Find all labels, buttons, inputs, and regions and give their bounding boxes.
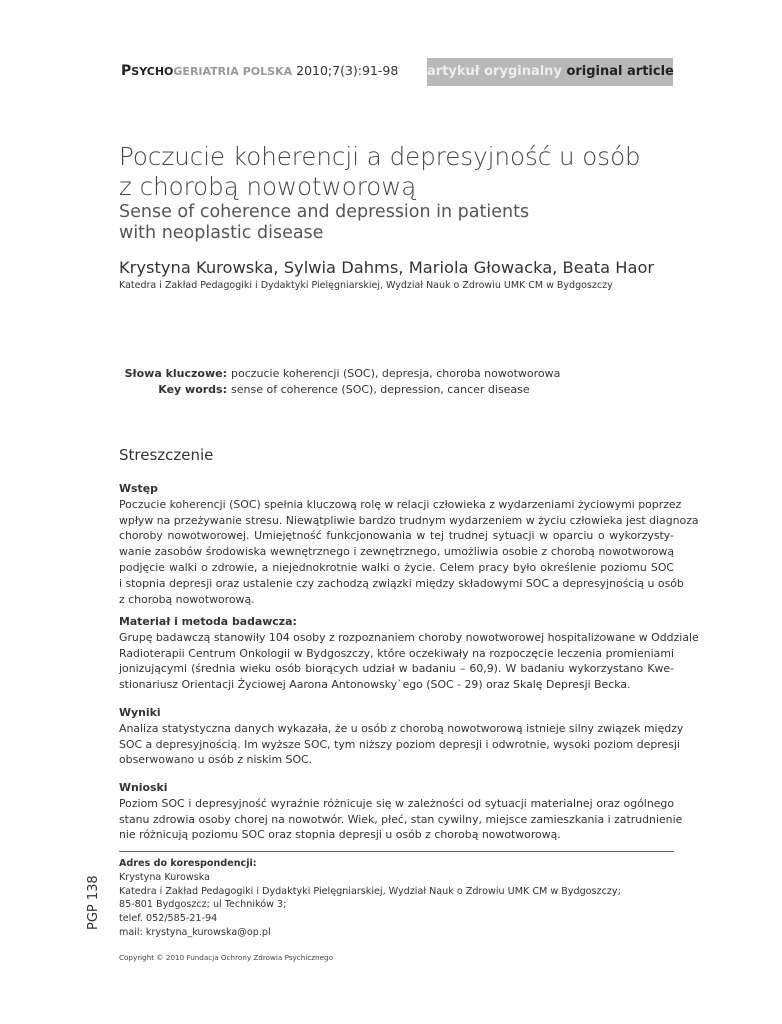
paragraph-line: z chorobą nowotworową.: [119, 592, 255, 606]
paragraph-line: choroby nowotworowej. Umiejętność funkcjonowania w tej trudnej sytuacji w oparciu o wykorzysty-: [119, 529, 674, 543]
paragraph-line: wanie zasobów środowiska wewnętrznego i zewnętrznego, umożliwia osobie z chorobą nowotworową: [119, 545, 674, 559]
title-line: Poczucie koherencji a depresyjność u osób: [119, 142, 641, 171]
paragraph-line: podjęcie walki o zdrowie, a niejednokrotnie walki o życie. Celem pracy było określenie poziomu SOC: [119, 560, 674, 574]
badge-pl: artykuł oryginalny: [427, 64, 562, 79]
paragraph-line: nie różnicują poziomu SOC oraz stopnia depresji u osób z chorobą nowotworową.: [119, 828, 561, 842]
correspondence-line: 85-801 Bydgoszcz; ul Techników 3;: [119, 899, 287, 911]
keywords-pl: [119, 366, 560, 382]
section-methods: [119, 614, 699, 693]
divider: [119, 851, 674, 852]
paragraph-line: obserwowano u osób z niskim SOC.: [119, 753, 313, 767]
paragraph-line: Poziom SOC i depresyjność wyraźnie różnicuje się w zależności od sytuacji materialnej oraz ogólnego: [119, 796, 674, 810]
page-number: PGP 138: [86, 875, 101, 930]
section-introduction: [119, 481, 699, 607]
journal-name-part: POLSKA: [242, 65, 293, 78]
section-heading: Wstęp: [119, 482, 158, 495]
paragraph-line: i stopnia depresji oraz ustalenie czy zachodzą związki między składowymi SOC a depresyjnością u osób: [119, 576, 684, 590]
title-line: with neoplastic disease: [119, 223, 324, 243]
journal-citation: [121, 63, 398, 79]
correspondence-email[interactable]: mail: krystyna_kurowska@op.pl: [119, 926, 271, 938]
correspondence: [119, 857, 621, 940]
journal-initial: P: [121, 63, 132, 79]
correspondence-heading: Adres do korespondencji:: [119, 858, 257, 869]
paragraph-line: SOC a depresyjnością. Im wyższe SOC, tym niższy poziom depresji i odwrotnie, wysoki poziom depresji: [119, 737, 680, 751]
journal-name-part: GERIATRIA: [173, 65, 239, 78]
paragraph-line: Grupę badawczą stanowiły 104 osoby z rozpoznaniem choroby nowotworowej hospitalizowane w Oddziale: [119, 630, 699, 644]
citation: 2010;7(3):91-98: [296, 63, 399, 78]
keywords-en: [119, 382, 560, 398]
title-polish: [119, 142, 641, 202]
journal-name-part: SYCHO: [131, 65, 174, 78]
badge-en: original article: [566, 64, 674, 79]
keywords-label: Key words:: [158, 383, 227, 396]
section-heading: Wnioski: [119, 781, 168, 794]
paragraph-line: Radioterapii Centrum Onkologii w Bydgoszczy, które oczekiwały na rozpoczęcie leczenia promieniami: [119, 646, 674, 660]
correspondence-line: Krystyna Kurowska: [119, 871, 210, 883]
article-type-badge: [427, 58, 673, 86]
keywords-label: Słowa kluczowe:: [124, 367, 227, 380]
abstract-heading: Streszczenie: [119, 446, 214, 464]
paragraph-line: stionariusz Orientacji Życiowej Aarona Antonowsky`ego (SOC - 29) oraz Skalę Depresji Becka.: [119, 678, 631, 692]
paragraph-line: stanu zdrowia osoby chorej na nowotwór. Wiek, płeć, stan cywilny, miejsce zamieszkania i zatrudnienie: [119, 812, 683, 826]
correspondence-line: Katedra i Zakład Pedagogiki i Dydaktyki Pielęgniarskiej, Wydział Nauk o Zdrowiu UMK CM w Bydgoszczy;: [119, 885, 621, 897]
section-results: [119, 705, 684, 768]
paragraph-line: Poczucie koherencji (SOC) spełnia kluczową rolę w relacji człowieka z wydarzeniami życiowymi poprzez: [119, 497, 682, 511]
keywords-value: sense of coherence (SOC), depression, cancer disease: [231, 383, 530, 396]
paragraph-line: wpływ na przeżywanie stresu. Niewątpliwie bardzo trudnym wydarzeniem w życiu człowieka jest diagnoza: [119, 513, 699, 527]
keywords: [119, 366, 560, 398]
section-heading: Wyniki: [119, 706, 161, 719]
section-conclusions: [119, 780, 683, 843]
title-line: Sense of coherence and depression in patients: [119, 202, 530, 222]
affiliation: Katedra i Zakład Pedagogiki i Dydaktyki Pielęgniarskiej, Wydział Nauk o Zdrowiu UMK CM w Bydgoszczy: [119, 280, 613, 291]
authors: Krystyna Kurowska, Sylwia Dahms, Mariola Głowacka, Beata Haor: [119, 258, 655, 277]
paragraph-line: jonizującymi (średnia wieku osób biorących udział w badaniu – 60,9). W badaniu wykorzystano Kwe-: [119, 662, 674, 676]
paragraph-line: Analiza statystyczna danych wykazała, że u osób z chorobą nowotworową istnieje silny związek między: [119, 721, 684, 735]
title-english: [119, 202, 529, 244]
section-heading: Materiał i metoda badawcza:: [119, 615, 297, 628]
keywords-value: poczucie koherencji (SOC), depresja, choroba nowotworowa: [231, 367, 561, 380]
title-line: z chorobą nowotworową: [119, 172, 417, 201]
correspondence-line: telef. 052/585-21-94: [119, 913, 218, 925]
copyright: Copyright © 2010 Fundacja Ochrony Zdrowia Psychicznego: [119, 953, 333, 962]
